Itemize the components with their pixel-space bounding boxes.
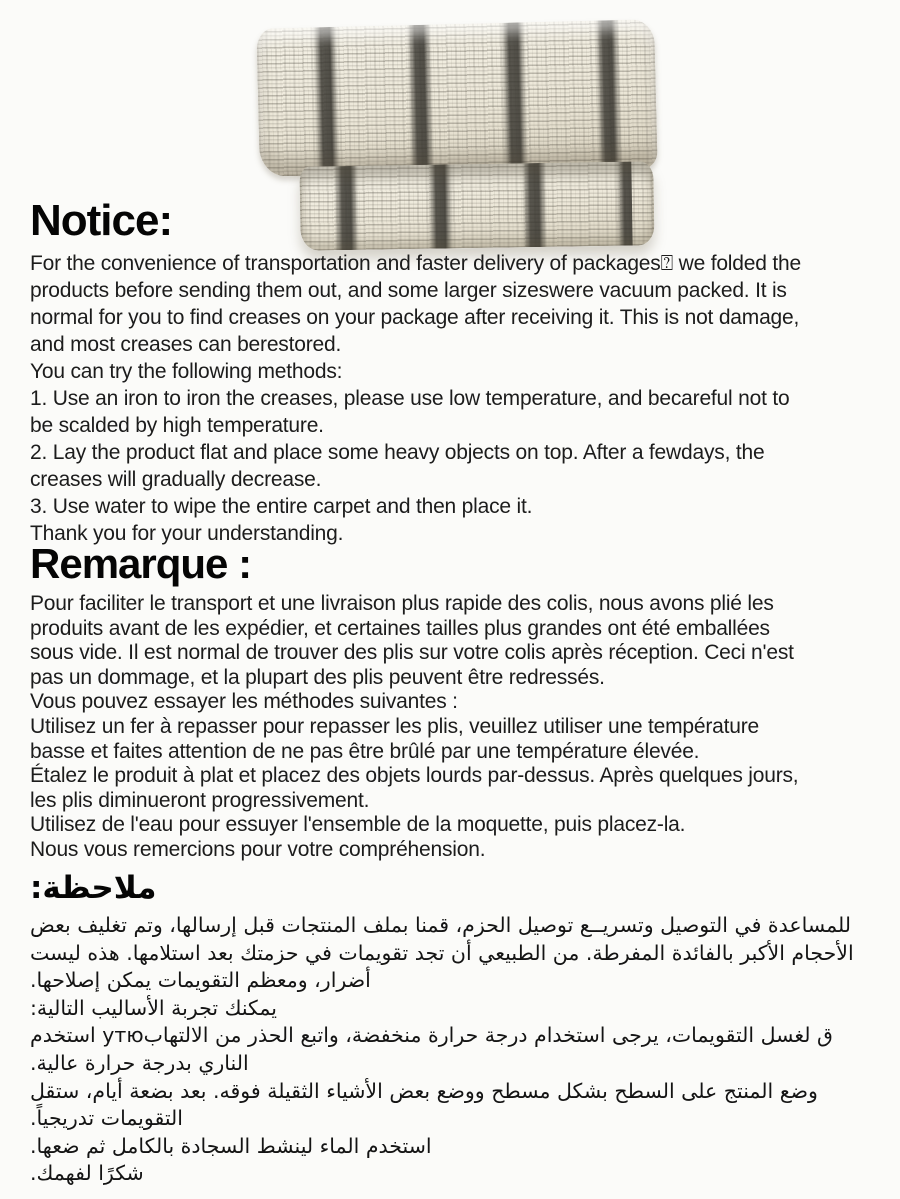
text-line: normal for you to find creases on your package after receiving it. This is not damage, [30, 306, 800, 329]
text-line: be scalded by high temperature. [30, 414, 324, 437]
text-line: 3. Use water to wipe the entire carpet and then place it. [30, 495, 533, 518]
text-line: Utilisez un fer à repasser pour repasser les plis, veuillez utiliser une température [30, 714, 760, 738]
text-line: 2. Lay the product flat and place some heavy objects on top. After a fewdays, the [30, 441, 765, 464]
text-line: شكرًا لفهمك. [30, 1161, 144, 1186]
text-line: You can try the following methods: [30, 360, 343, 383]
text-line: and most creases can berestored. [30, 333, 342, 356]
text-line: Utilisez de l'eau pour essuyer l'ensemble de la moquette, puis placez-la. [30, 813, 686, 837]
text-line: Vous pouvez essayer les méthodes suivantes : [30, 690, 458, 714]
text-line: التقويمات تدريجياً. [30, 1106, 183, 1131]
english-heading: Notice: [30, 196, 173, 245]
text-line: للمساعدة في التوصيل وتسريــع توصيل الحزم، قمنا بملف المنتجات قبل إرسالها، وتم تغليف بعض [30, 913, 852, 937]
text-line: Thank you for your understanding. [30, 522, 344, 545]
arabic-heading: ملاحظة: [30, 870, 157, 906]
text-line: وضع المنتج على السطح بشكل مسطح ووضع بعض الأشياء الثقيلة فوقه. بعد بضعة أيام، ستقل [30, 1078, 818, 1103]
text-line: استخدم الماء لينشط السجادة بالكامل ثم ضعها. [30, 1133, 432, 1158]
text-line: يمكنك تجربة الأساليب التالية: [30, 995, 277, 1020]
text-line: الأحجام الأكبر بالفائدة المفرطة. من الطبيعي أن تجد تقويمات في حزمتك بعد استلامها. هذه ليست [30, 940, 854, 965]
text-line: أضرار، ومعظم التقويمات يمكن إصلاحها. [30, 968, 371, 993]
french-heading: Remarque : [30, 540, 252, 587]
section-english-notice [30, 196, 890, 547]
rug-top-fold [256, 19, 657, 177]
text-line: produits avant de les expédier, et certaines tailles plus grandes ont été emballées [30, 616, 770, 640]
section-french-notice [30, 538, 890, 863]
section-arabic-notice [30, 864, 890, 1188]
text-line: For the convenience of transportation and faster delivery of packages⍰ we folded the [30, 252, 801, 275]
text-line: pas un dommage, et la plupart des plis peuvent être redressés. [30, 665, 605, 689]
text-line: Étalez le produit à plat et placez des objets lourds par-dessus. Après quelques jours, [30, 764, 799, 788]
text-line: products before sending them out, and some larger sizeswere vacuum packed. It is [30, 279, 787, 302]
text-line: الناري بدرجة حرارة عالية. [30, 1050, 249, 1075]
text-line: 1. Use an iron to iron the creases, please use low temperature, and becareful not to [30, 387, 790, 410]
text-line: sous vide. Il est normal de trouver des plis sur votre colis après réception. Ceci n'est [30, 641, 794, 665]
text-line: creases will gradually decrease. [30, 468, 322, 491]
text-line: les plis diminueront progressivement. [30, 788, 370, 812]
text-line: ق لغسل التقويمات، يرجى استخدام درجة حرارة منخفضة، واتبع الحذر من الالتهابутю استخدم [30, 1023, 833, 1048]
text-line: Pour faciliter le transport et une livraison plus rapide des colis, nous avons plié les [30, 592, 774, 615]
text-line: Nous vous remercions pour votre compréhension. [30, 837, 486, 861]
text-line: basse et faites attention de ne pas être brûlé par une température élevée. [30, 739, 700, 763]
